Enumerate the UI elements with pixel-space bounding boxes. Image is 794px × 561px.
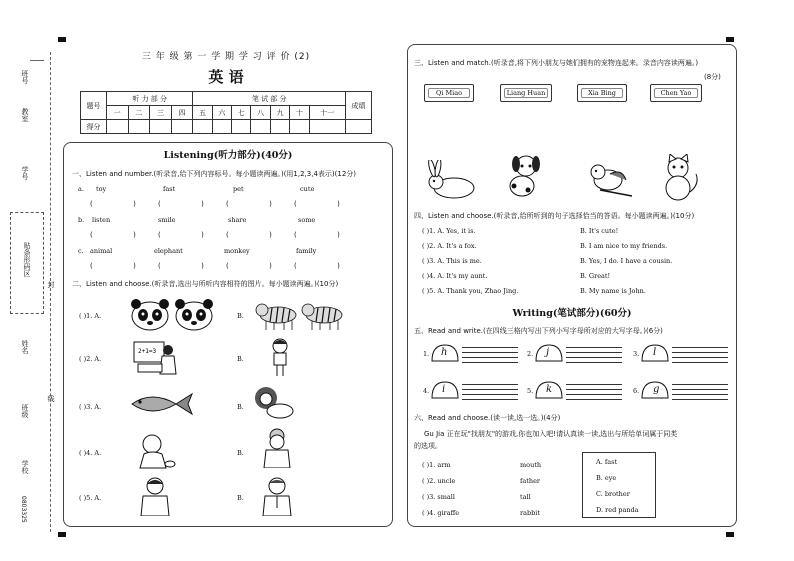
word: fast (163, 185, 176, 193)
q6-question: ( )3. small (422, 493, 455, 501)
score-cell[interactable] (150, 120, 172, 134)
corner-mark (58, 37, 66, 42)
question-number: 十 (290, 106, 309, 120)
question-number: 八 (251, 106, 270, 120)
word: animal (90, 247, 113, 255)
q2-item: ( )5. A. (79, 494, 102, 502)
boy-picture (268, 338, 292, 378)
q5-letter: i (442, 384, 446, 395)
name-box: Qi Miao (424, 84, 474, 102)
score-cell[interactable] (251, 120, 270, 134)
score-cell[interactable] (212, 120, 231, 134)
q2-item: ( )2. A. (79, 355, 102, 363)
q4-option-b: B. Great! (580, 272, 611, 280)
writing-lines[interactable] (566, 380, 622, 400)
q6-word: rabbit (520, 509, 540, 517)
row-letter: a. (78, 185, 84, 193)
line-mark: 线 (47, 395, 55, 402)
question-number: 四 (171, 106, 193, 120)
question-number: 七 (232, 106, 251, 120)
q5-num: 3. (633, 350, 640, 358)
q2-item: ( )4. A. (79, 449, 102, 457)
cat-picture (658, 154, 700, 202)
question-number: 六 (212, 106, 231, 120)
q6-intro-cont: 的选项。 (414, 442, 442, 450)
q2-b-label: B. (237, 403, 244, 411)
word: some (298, 216, 316, 224)
q4-option-a: ( )4. A. It's my aunt. (422, 272, 488, 280)
man-picture (138, 476, 172, 516)
q2-item: ( )1. A. (79, 312, 102, 320)
listening-heading: Listening(听力部分)(40分) (163, 150, 293, 161)
binding-label-class-no: 班号 (21, 70, 29, 84)
bird-picture (586, 160, 636, 200)
q2-b-label: B. (237, 355, 244, 363)
word: elephant (154, 247, 183, 255)
q6-word: father (520, 477, 541, 485)
q5-letter: h (441, 347, 448, 358)
score-table (80, 91, 372, 134)
pandas-picture (128, 298, 220, 332)
q4-option-b: B. Yes, I do. I have a cousin. (580, 257, 673, 265)
word: family (296, 247, 317, 255)
q3-title: 三、Listen and match.(听录音,将下列小朋友与她们拥有的宠物连起来。录音内容读两遍。) (414, 59, 699, 67)
question-number: 十一 (309, 106, 345, 120)
q5-letter: k (546, 384, 553, 395)
score-cell[interactable] (107, 120, 129, 134)
name-box: Chen Yao (650, 84, 702, 102)
row-letter: c. (78, 247, 84, 255)
seal-mark: 封 (47, 281, 55, 288)
word: pet (233, 185, 244, 193)
corner-mark (726, 532, 734, 537)
score-cell[interactable] (171, 120, 193, 134)
rabbit-picture (424, 160, 480, 200)
q3-points: (8分) (704, 73, 721, 81)
name-box: Liang Huan (500, 84, 552, 102)
binding-label-student-no: 学号 (21, 166, 29, 180)
score-row-label: 题号 (81, 92, 107, 120)
word: toy (96, 185, 107, 193)
q4-option-b: B. It's cute! (580, 227, 619, 235)
question-number: 五 (193, 106, 212, 120)
q4-option-a: ( )2. A. It's a fox. (422, 242, 477, 250)
q5-num: 4. (423, 387, 430, 395)
word: monkey (224, 247, 250, 255)
q5-num: 2. (527, 350, 534, 358)
q5-num: 5. (527, 387, 534, 395)
q6-question: ( )2. uncle (422, 477, 456, 485)
writing-part-label: 笔 试 部 分 (193, 92, 346, 106)
score-cell[interactable] (309, 120, 345, 134)
q2-title: 二、Listen and choose.(听录音,选出与所听内容相符的图片。每小题读两遍。)(10分) (72, 280, 339, 288)
q4-title: 四、Listen and choose.(听录音,给所听到的句子选择恰当的答语。每小题读两遍。)(10分) (414, 212, 695, 220)
total-label: 成绩 (346, 92, 372, 120)
right-panel (407, 44, 737, 527)
q4-option-a: ( )1. A. Yes, it is. (422, 227, 476, 235)
svg-text:2+1=3: 2+1=3 (138, 348, 157, 355)
q6-word: mouth (520, 461, 542, 469)
writing-lines[interactable] (462, 343, 518, 363)
q2-b-label: B. (237, 312, 244, 320)
binding-label-class: 班级 (21, 404, 29, 418)
grandmother-picture (260, 428, 294, 468)
tigers-picture (254, 298, 350, 332)
score-cell[interactable] (290, 120, 309, 134)
score-cell[interactable] (193, 120, 212, 134)
binding-label-room: 教室 (21, 108, 29, 122)
word: listen (92, 216, 111, 224)
dog-picture (500, 154, 546, 202)
score-cell[interactable] (232, 120, 251, 134)
lion-picture (252, 384, 294, 420)
score-cell[interactable] (346, 120, 372, 134)
q6-question: ( )1. arm (422, 461, 451, 469)
q6-word: tall (520, 493, 531, 501)
binding-line (50, 52, 51, 532)
corner-mark (58, 532, 66, 537)
question-number: 三 (150, 106, 172, 120)
name-box: Xia Bing (577, 84, 627, 102)
word: share (228, 216, 247, 224)
q2-item: ( )3. A. (79, 403, 102, 411)
writing-lines[interactable] (462, 380, 518, 400)
writing-lines[interactable] (566, 343, 622, 363)
q4-option-a: ( )5. A. Thank you, Zhao Jing. (422, 287, 519, 295)
q5-letter: g (653, 384, 660, 395)
q6-title: 六、Read and choose.(读一读,选一选。)(4分) (414, 414, 561, 422)
subject-title: 英 语 (208, 68, 244, 86)
q5-letter: l (653, 347, 657, 358)
barcode-label: 贴条形码区 (23, 242, 31, 277)
paper-code: 0803325 (20, 496, 27, 523)
writing-lines[interactable] (672, 380, 728, 400)
q5-title: 五、Read and write.(在四线三格内写出下列小写字母所对应的大写字母。)(6分) (414, 327, 663, 335)
score-cell[interactable] (270, 120, 289, 134)
option: A. fast (596, 458, 618, 466)
man-picture (260, 476, 294, 516)
question-number: 一 (107, 106, 129, 120)
option: B. eye (596, 474, 617, 482)
exam-title: 三 年 级 第 一 学 期 学 习 评 价 (2) (141, 52, 311, 62)
writing-lines[interactable] (672, 343, 728, 363)
option: D. red panda (596, 506, 639, 514)
corner-mark (726, 37, 734, 42)
q2-b-label: B. (237, 494, 244, 502)
row-letter: b. (78, 216, 85, 224)
option: C. brother (596, 490, 630, 498)
q2-b-label: B. (237, 449, 244, 457)
binding-label-school: 学校 (21, 460, 29, 474)
baby-picture (136, 432, 176, 472)
score-cell[interactable] (128, 120, 150, 134)
question-number: 九 (270, 106, 289, 120)
q5-num: 1. (423, 350, 430, 358)
word: smile (158, 216, 176, 224)
score-label: 得分 (81, 120, 107, 134)
q4-option-b: B. I am nice to my friends. (580, 242, 668, 250)
listening-part-label: 听 力 部 分 (107, 92, 193, 106)
q6-intro: Gu Jia 正在玩"找朋友"的游戏,你也加入吧!请认真读一读,选出与所给单词属于同类 (424, 430, 678, 438)
q4-option-a: ( )3. A. This is me. (422, 257, 482, 265)
q4-option-b: B. My name is John. (580, 287, 646, 295)
word: cute (300, 185, 315, 193)
writing-heading: Writing(笔试部分)(60分) (512, 308, 632, 319)
q5-num: 6. (633, 387, 640, 395)
fish-picture (128, 390, 194, 418)
binding-label-name: 姓名 (21, 340, 29, 354)
teacher-picture (130, 340, 178, 376)
q5-letter: j (546, 347, 550, 358)
q6-question: ( )4. giraffe (422, 509, 460, 517)
question-number: 二 (128, 106, 150, 120)
q1-title: 一、Listen and number.(听录音,给下列内容标号。每小题读两遍。)(用1,2,3,4表示)(12分) (72, 170, 357, 178)
